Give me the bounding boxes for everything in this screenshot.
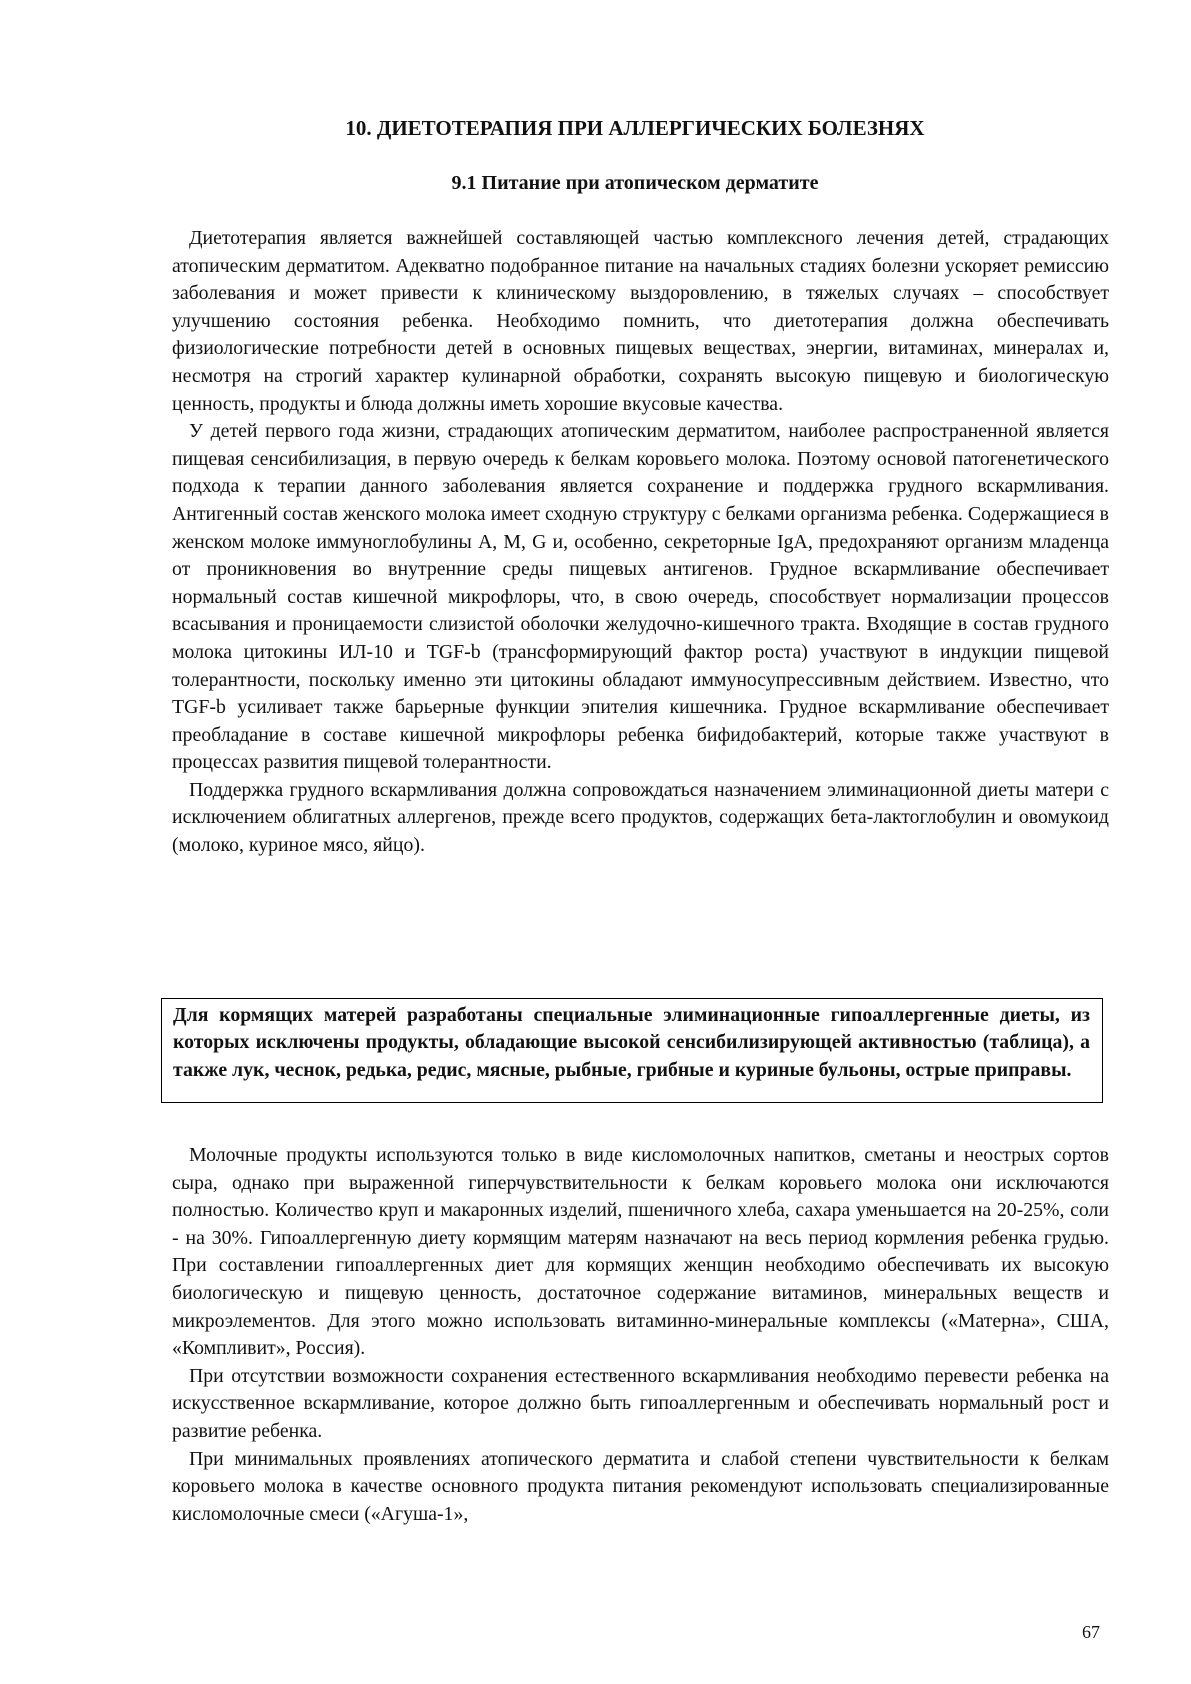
body-text-block	[172, 1142, 1109, 1528]
paragraph: Молочные продукты используются только в виде кисломолочных напитков, сметаны и неострых сортов сыра, однако при выраженной гиперчувствительности к белкам коровьего молока они исключаются полностью. Количество круп и макаронных изделий, пшеничного хлеба, сахара уменьшается на 20-25%, соли - на 30%. Гипоаллергенную диету кормящим матерям назначают на весь период кормления ребенка грудью. При составлении гипоаллергенных диет для кормящих женщин необходимо обеспечивать их высокую биологическую и пищевую ценность, достаточное содержание витаминов, минеральных веществ и микроэлементов. Для этого можно использовать витаминно-минеральные комплексы («Матерна», США, «Компливит», Россия).	[172, 1144, 1109, 1360]
highlight-text: Для кормящих матерей разработаны специальные элиминационные гипоаллергенные диеты, из которых исключены продукты, обладающие высокой сенсибилизирующей активностью (таблица), а также лук, чеснок, редька, редис, мясные, рыбные, грибные и куриные бульоны, острые приправы.	[173, 1004, 1090, 1081]
paragraph: Диетотерапия является важнейшей составляющей частью комплексного лечения детей, страдающих атопическим дерматитом. Адекватно подобранное питание на начальных стадиях болезни ускоряет ремиссию заболевания и может привести к клиническому выздоровлению, в тяжелых случаях – способствует улучшению состояния ребенка. Необходимо помнить, что диетотерапия должна обеспечивать физиологические потребности детей в основных пищевых веществах, энергии, витаминах, минералах и, несмотря на строгий характер кулинарной обработки, сохранять высокую пищевую и биологическую ценность, продукты и блюда должны иметь хорошие вкусовые качества.	[172, 227, 1109, 415]
paragraph: При минимальных проявлениях атопического дерматита и слабой степени чувствительности к белкам коровьего молока в качестве основного продукта питания рекомендуют использовать специализированные кисломолочные смеси («Агуша-1»,	[172, 1447, 1109, 1525]
highlight-box	[161, 998, 1103, 1103]
section-title: 9.1 Питание при атопическом дерматите	[451, 172, 819, 194]
paragraph: Поддержка грудного вскармливания должна сопровождаться назначением элиминационной диеты матери с исключением облигатных аллергенов, прежде всего продуктов, содержащих бета-лактоглобулин и овомукоид (молоко, куриное мясо, яйцо).	[172, 778, 1109, 857]
paragraph: При отсутствии возможности сохранения естественного вскармливания необходимо перевести ребенка на искусственное вскармливание, которое должно быть гипоаллергенным и обеспечивать нормальный рост и развитие ребенка.	[172, 1364, 1109, 1442]
page-number: 67	[1082, 1622, 1100, 1642]
chapter-title: 10. ДИЕТОТЕРАПИЯ ПРИ АЛЛЕРГИЧЕСКИХ БОЛЕЗНЯХ	[345, 116, 925, 140]
paragraph: У детей первого года жизни, страдающих атопическим дерматитом, наиболее распространенной является пищевая сенсибилизация, в первую очередь к белкам коровьего молока. Поэтому основой патогенетического подхода к терапии данного заболевания является сохранение и поддержка грудного вскармливания. Антигенный состав женского молока имеет сходную структуру с белками организма ребенка. Содержащиеся в женском молоке иммуноглобулины A, M, G и, особенно, секреторные IgA, предохраняют организм младенца от проникновения во внутренние среды пищевых антигенов. Грудное вскармливание обеспечивает нормальный состав кишечной микрофлоры, что, в свою очередь, способствует нормализации процессов всасывания и проницаемости слизистой оболочки желудочно-кишечного тракта. Входящие в состав грудного молока цитокины ИЛ-10 и TGF-b (трансформирующий фактор роста) участвуют в индукции пищевой толерантности, поскольку именно эти цитокины обладают иммуносупрессивным действием. Известно, что TGF-b усиливает также барьерные функции эпителия кишечника. Грудное вскармливание обеспечивает преобладание в составе кишечной микрофлоры ребенка бифидобактерий, которые также участвуют в процессах развития пищевой толерантности.	[172, 420, 1109, 774]
body-text-block	[172, 225, 1109, 860]
